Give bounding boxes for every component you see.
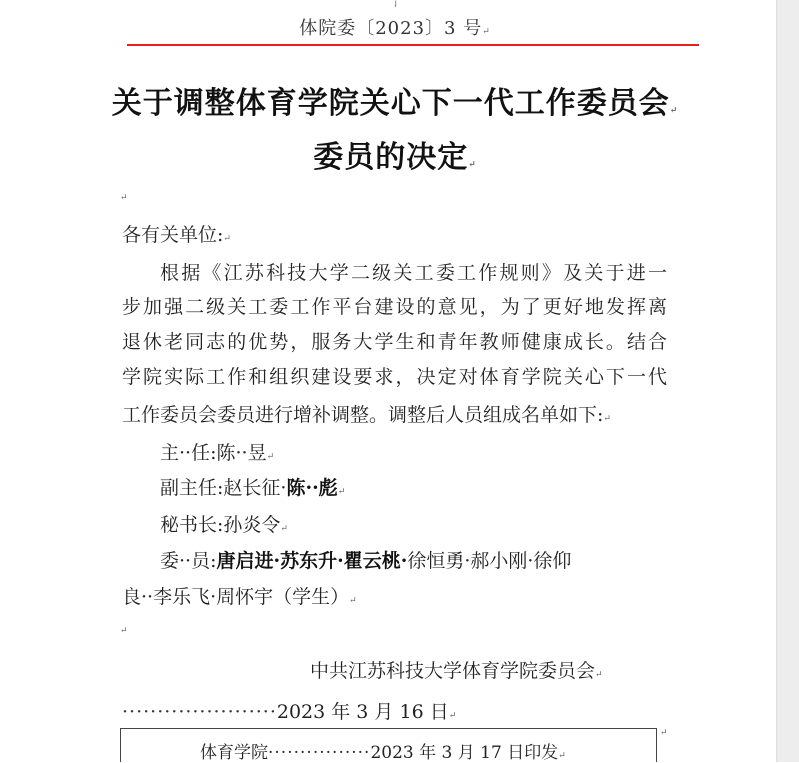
- title-line-1: [0, 78, 790, 122]
- red-header-rule: [127, 44, 699, 46]
- deputy-label: 副主任:: [160, 477, 224, 499]
- body-line-5: [122, 400, 667, 427]
- members-line-2: [122, 582, 667, 609]
- body-line-2: 步加强二级关工委工作平台建设的意见，为了更好地发挥离: [122, 296, 667, 318]
- title-line-2-text: 委员的决定: [313, 140, 469, 175]
- members-names-line-1: 徐恒勇·郝小刚·徐仰: [407, 550, 572, 572]
- paragraph-mark: ↵: [468, 160, 477, 170]
- leader-dots: ················: [268, 743, 371, 763]
- footer-box-left-border: [120, 728, 121, 762]
- paragraph-mark: ↵: [482, 27, 491, 37]
- director-label: 主··任:: [160, 442, 217, 464]
- signature-org: [310, 656, 603, 683]
- signature-date-line: [122, 697, 456, 724]
- members-label: 委··员:: [160, 550, 217, 572]
- title-line-2: [0, 132, 790, 176]
- secretary-line: [160, 510, 705, 537]
- paragraph-mark: ↵: [120, 193, 128, 203]
- body-line-5-text: 工作委员会委员进行增补调整。调整后人员组成名单如下:: [122, 404, 604, 426]
- paragraph-mark: ↵: [349, 596, 357, 606]
- salutation: [122, 220, 667, 247]
- printer-name: 体育学院: [200, 743, 268, 763]
- deputy-name-2: 陈··彪: [286, 477, 338, 499]
- body-line-4: 学院实际工作和组织建设要求，决定对体育学院关心下一代: [122, 366, 667, 388]
- leader-dots: ······················: [122, 701, 277, 723]
- secretary-label: 秘书长:: [160, 514, 224, 536]
- secretary-name: 孙炎令: [223, 514, 281, 536]
- paragraph-mark: ↵: [558, 751, 566, 761]
- paragraph-mark: ↵: [448, 711, 457, 721]
- deputy-line: [160, 473, 705, 500]
- footer-box-top-border: [120, 728, 657, 729]
- anchor-mark: ⇃: [392, 0, 400, 10]
- paragraph-mark: ↵: [595, 670, 603, 680]
- paragraph-mark: ↵: [266, 452, 275, 462]
- paragraph-mark: ↵: [223, 234, 231, 244]
- footer-printer-line: [200, 738, 566, 763]
- director-line: [160, 438, 705, 465]
- footer-box-right-border: [656, 728, 657, 762]
- paragraph-mark: ↵: [280, 524, 288, 534]
- signature-date: 2023 年 3 月 16 日: [276, 701, 449, 723]
- members-bold-names: 唐启进·苏东升·瞿云桃·: [216, 550, 408, 572]
- print-date: 2023 年 3 月 17 日印发: [370, 743, 559, 763]
- body-line-3: 退休老同志的优势，服务大学生和青年教师健康成长。结合: [122, 331, 667, 353]
- director-name: 陈··昱: [216, 442, 267, 464]
- document-number: [0, 14, 790, 40]
- signature-org-text: 中共江苏科技大学体育学院委员会: [310, 660, 596, 682]
- salutation-text: 各有关单位:: [122, 224, 224, 246]
- paragraph-mark: ↵: [603, 414, 611, 424]
- paragraph-mark: ↵: [660, 728, 668, 738]
- paragraph-mark: ↵: [120, 626, 128, 636]
- title-line-1-text: 关于调整体育学院关心下一代工作委员会: [111, 86, 670, 121]
- document-number-text: 体院委〔2023〕3 号: [299, 18, 483, 39]
- paragraph-mark: ↵: [669, 106, 679, 116]
- members-line-1: [160, 546, 667, 573]
- paragraph-mark: ↵: [337, 487, 346, 497]
- members-names-line-2: 良··李乐飞·周怀宇（学生）: [122, 586, 350, 608]
- deputy-name-1: 赵长征·: [223, 477, 287, 499]
- body-line-1: 根据《江苏科技大学二级关工委工作规则》及关于进一: [160, 262, 667, 284]
